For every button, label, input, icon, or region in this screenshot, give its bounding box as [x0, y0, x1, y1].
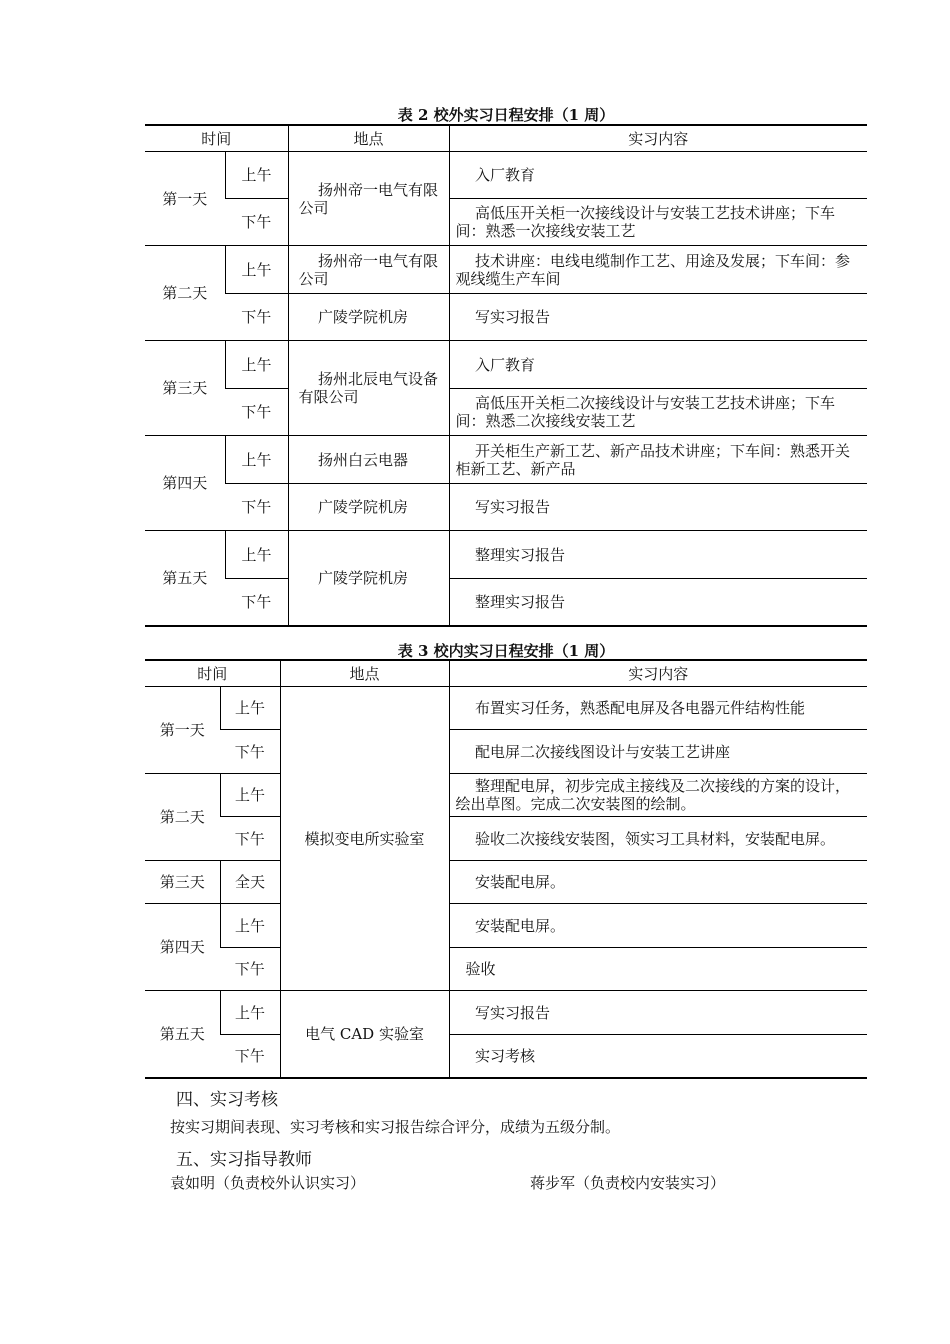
- content-cell: 安装配电屏。: [449, 904, 867, 948]
- day-label: 第三天: [145, 861, 220, 904]
- table2-header-location: 地点: [288, 125, 449, 152]
- location-cell: 扬州帝一电气有限公司: [288, 246, 449, 294]
- day-label: 第二天: [145, 246, 225, 341]
- section4-text: 按实习期间表现、实习考核和实习报告综合评分，成绩为五级分制。: [170, 1118, 621, 1136]
- period-label: 上午: [225, 341, 288, 389]
- table-row: [145, 904, 867, 948]
- table-row: [145, 579, 867, 626]
- day-label: 第三天: [145, 341, 225, 436]
- day-label: 第四天: [145, 904, 220, 991]
- teacher-2: 蒋步军（负责校内安装实习）: [530, 1174, 726, 1192]
- content-cell: 整理实习报告: [449, 579, 867, 626]
- table-row: [145, 991, 867, 1035]
- content-cell: 技术讲座：电线电缆制作工艺、用途及发展；下车间：参观线缆生产车间: [449, 246, 867, 294]
- content-cell: 整理实习报告: [449, 531, 867, 579]
- table3-header-content: 实习内容: [449, 660, 867, 687]
- content-cell: 验收二次接线安装图，领实习工具材料，安装配电屏。: [449, 817, 867, 861]
- content-cell: 整理配电屏，初步完成主接线及二次接线的方案的设计，绘出草图。完成二次安装图的绘制。: [449, 774, 867, 817]
- content-cell: 实习考核: [449, 1035, 867, 1078]
- location-cell: 广陵学院机房: [288, 484, 449, 531]
- table-row: [145, 1035, 867, 1078]
- period-label: 下午: [220, 1035, 280, 1078]
- period-label: 上午: [225, 246, 288, 294]
- content-cell: 写实习报告: [449, 991, 867, 1035]
- period-label: 下午: [225, 294, 288, 341]
- location-cell: 扬州北辰电气设备有限公司: [288, 341, 449, 436]
- period-label: 下午: [225, 579, 288, 626]
- period-label: 下午: [225, 199, 288, 246]
- period-label: 上午: [225, 152, 288, 199]
- period-label: 上午: [225, 436, 288, 484]
- content-cell: 入厂教育: [449, 152, 867, 199]
- location-cell: 扬州帝一电气有限公司: [288, 152, 449, 246]
- table2-schedule: [145, 124, 867, 627]
- content-cell: 布置实习任务，熟悉配电屏及各电器元件结构性能: [449, 687, 867, 730]
- content-cell: 安装配电屏。: [449, 861, 867, 904]
- period-label: 上午: [220, 774, 280, 817]
- section4-title: 四、实习考核: [176, 1090, 278, 1110]
- content-cell: 入厂教育: [449, 341, 867, 389]
- table-row: [145, 246, 867, 294]
- table-row: [145, 948, 867, 991]
- content-cell: 写实习报告: [449, 484, 867, 531]
- table-row: [145, 817, 867, 861]
- table3-header-time: 时间: [145, 660, 280, 687]
- location-cell: 扬州白云电器: [288, 436, 449, 484]
- content-cell: 开关柜生产新工艺、新产品技术讲座；下车间：熟悉开关柜新工艺、新产品: [449, 436, 867, 484]
- table-row: [145, 774, 867, 817]
- table-row: [145, 484, 867, 531]
- period-label: 上午: [220, 687, 280, 730]
- table-row: [145, 389, 867, 436]
- location-cell: 电气 CAD 实验室: [280, 991, 449, 1078]
- content-cell: 高低压开关柜一次接线设计与安装工艺技术讲座；下车间：熟悉一次接线安装工艺: [449, 199, 867, 246]
- day-label: 第二天: [145, 774, 220, 861]
- day-label: 第一天: [145, 152, 225, 246]
- table-row: [145, 687, 867, 730]
- table-row: [145, 199, 867, 246]
- day-label: 第一天: [145, 687, 220, 774]
- content-cell: 验收: [449, 948, 867, 991]
- period-label: 全天: [220, 861, 280, 904]
- content-cell: 高低压开关柜二次接线设计与安装工艺技术讲座；下车间：熟悉二次接线安装工艺: [449, 389, 867, 436]
- location-cell: 广陵学院机房: [288, 531, 449, 626]
- table-row: [145, 730, 867, 774]
- table-row: [145, 341, 867, 389]
- table-row: [145, 531, 867, 579]
- period-label: 下午: [220, 948, 280, 991]
- table2-caption: 表 2 校外实习日程安排（1 周）: [397, 106, 615, 124]
- period-label: 上午: [225, 531, 288, 579]
- location-cell: 广陵学院机房: [288, 294, 449, 341]
- table-row: [145, 436, 867, 484]
- table2-header-time: 时间: [145, 125, 288, 152]
- content-cell: 写实习报告: [449, 294, 867, 341]
- section5-title: 五、实习指导教师: [176, 1150, 312, 1170]
- period-label: 下午: [225, 484, 288, 531]
- table3-caption: 表 3 校内实习日程安排（1 周）: [397, 642, 615, 660]
- period-label: 下午: [220, 817, 280, 861]
- table3-header-location: 地点: [280, 660, 449, 687]
- teacher-1: 袁如明（负责校外认识实习）: [170, 1174, 366, 1192]
- period-label: 上午: [220, 991, 280, 1035]
- content-cell: 配电屏二次接线图设计与安装工艺讲座: [449, 730, 867, 774]
- period-label: 下午: [225, 389, 288, 436]
- table-row: [145, 861, 867, 904]
- day-label: 第五天: [145, 531, 225, 626]
- day-label: 第四天: [145, 436, 225, 531]
- table-row: [145, 294, 867, 341]
- location-cell: 模拟变电所实验室: [280, 687, 449, 991]
- period-label: 上午: [220, 904, 280, 948]
- table3-schedule: [145, 659, 867, 1079]
- day-label: 第五天: [145, 991, 220, 1078]
- table-row: [145, 152, 867, 199]
- period-label: 下午: [220, 730, 280, 774]
- table2-header-content: 实习内容: [449, 125, 867, 152]
